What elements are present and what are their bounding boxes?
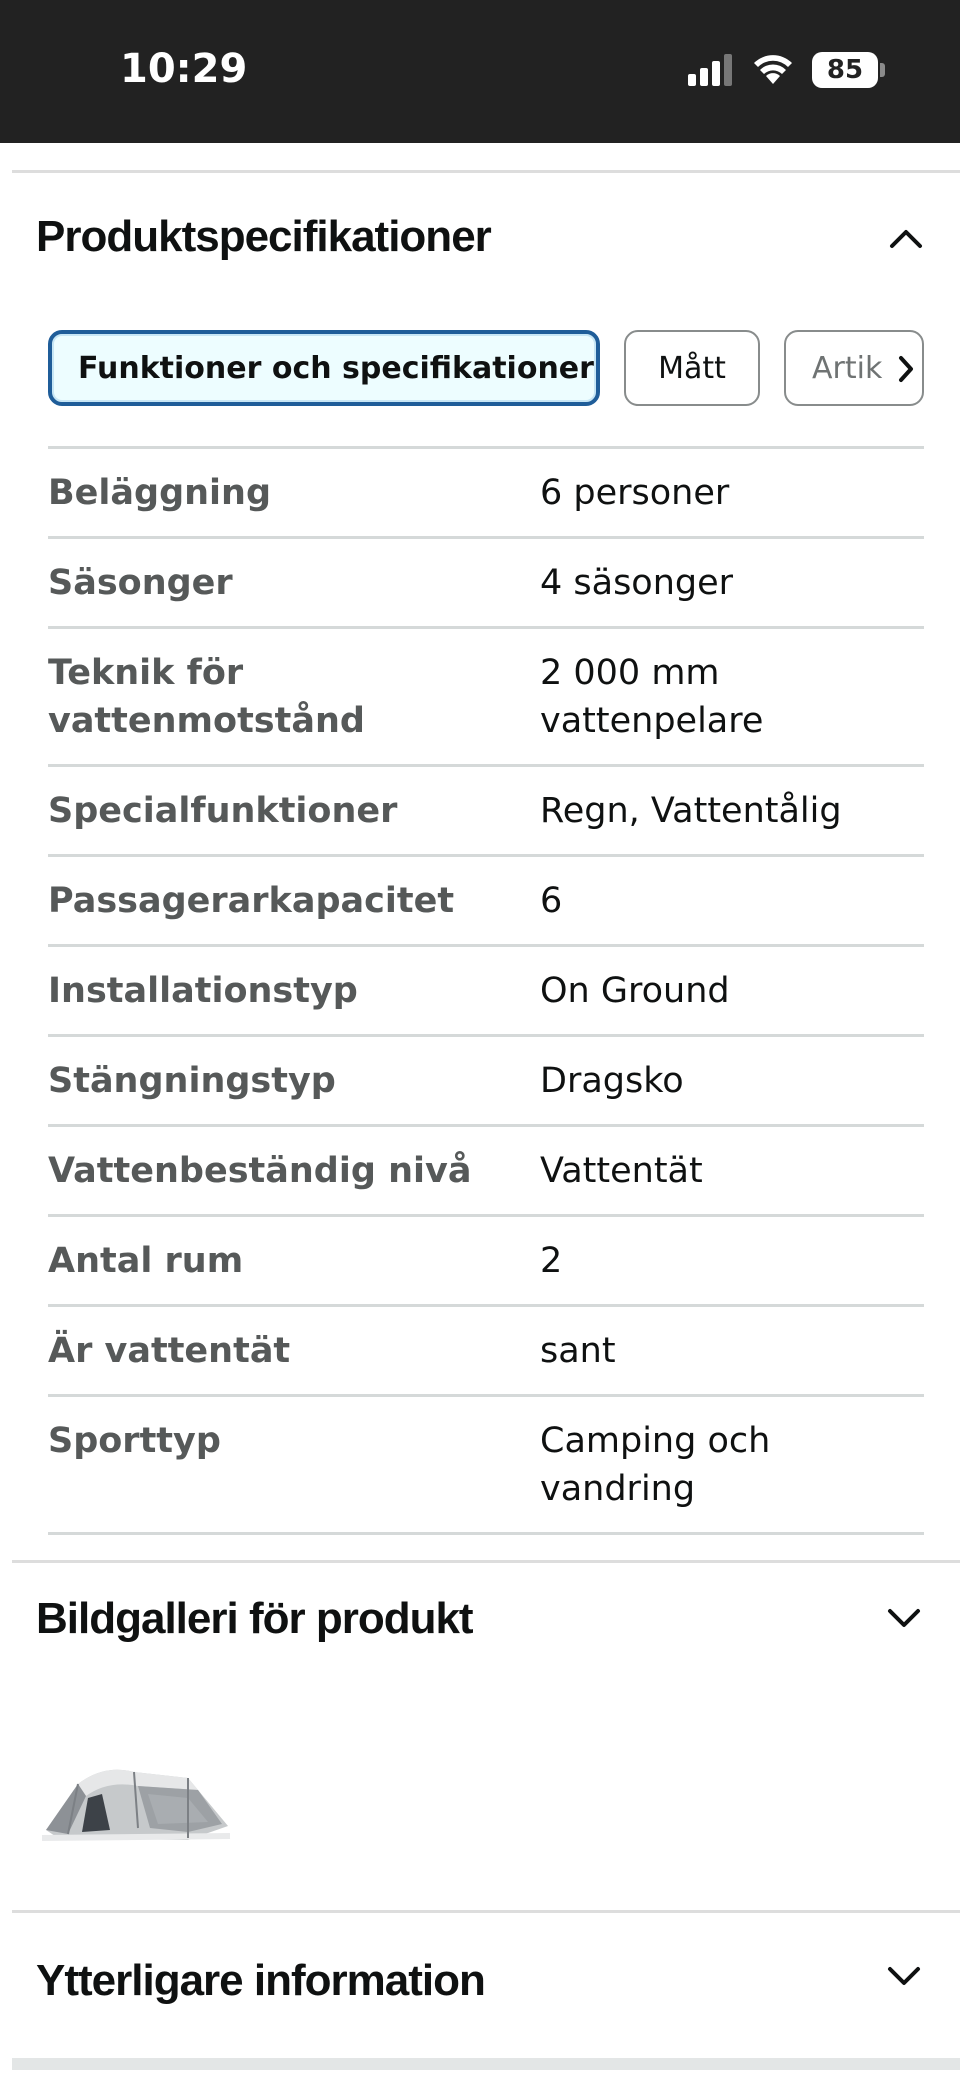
chevron-up-icon[interactable] [886, 218, 926, 258]
table-row [48, 854, 924, 944]
spec-label: Sporttyp [48, 1421, 221, 1461]
table-row [48, 1214, 924, 1304]
tab-features-specs[interactable]: Funktioner och specifikationer [48, 330, 600, 406]
chevron-down-icon[interactable] [884, 1598, 924, 1638]
chevron-right-icon[interactable] [892, 352, 920, 386]
section-divider [12, 1910, 960, 1913]
tab-dimensions[interactable]: Mått [624, 330, 760, 406]
chevron-down-icon[interactable] [884, 1956, 924, 1996]
bottom-divider [12, 2058, 960, 2070]
spec-value: Dragsko [540, 1061, 684, 1101]
tab-article[interactable]: Artik [784, 330, 924, 406]
spec-table [48, 446, 924, 1535]
spec-label: Teknik för vattenmotstånd [48, 653, 365, 741]
section-divider [12, 1560, 960, 1563]
spec-label: Säsonger [48, 563, 233, 603]
spec-label: Installationstyp [48, 971, 358, 1011]
spec-value: 6 [540, 881, 563, 921]
spec-value: On Ground [540, 971, 730, 1011]
table-row [48, 626, 924, 764]
battery-icon: 85 [812, 52, 878, 88]
spec-value: 2 [540, 1241, 563, 1281]
spec-label: Passagerarkapacitet [48, 881, 455, 921]
table-row [48, 1034, 924, 1124]
section-divider [12, 170, 960, 173]
table-row [48, 446, 924, 536]
spec-value: 4 säsonger [540, 563, 734, 603]
spec-value: 6 personer [540, 473, 730, 513]
spec-label: Beläggning [48, 473, 272, 513]
status-bar [0, 0, 960, 143]
wifi-icon [752, 50, 794, 86]
spec-label: Specialfunktioner [48, 791, 398, 831]
specs-section-title: Produktspecifikationer [36, 212, 491, 261]
spec-value: 2 000 mm vattenpelare [540, 653, 764, 741]
spec-label: Vattenbeständig nivå [48, 1151, 472, 1191]
spec-label: Stängningstyp [48, 1061, 336, 1101]
table-row [48, 1304, 924, 1394]
battery-tip [880, 63, 885, 77]
spec-label: Antal rum [48, 1241, 244, 1281]
spec-value: Camping och vandring [540, 1421, 771, 1509]
table-row [48, 764, 924, 854]
spec-value: Regn, Vattentålig [540, 791, 842, 831]
spec-value: Vattentät [540, 1151, 703, 1191]
tent-thumbnail[interactable] [38, 1728, 234, 1858]
spec-value: sant [540, 1331, 616, 1371]
more-info-section-title[interactable]: Ytterligare information [36, 1956, 485, 2005]
table-row [48, 1394, 924, 1535]
cellular-signal-icon [688, 54, 732, 86]
table-row [48, 536, 924, 626]
table-row [48, 1124, 924, 1214]
status-time: 10:29 [120, 46, 248, 92]
gallery-section-title[interactable]: Bildgalleri för produkt [36, 1594, 473, 1643]
spec-label: Är vattentät [48, 1331, 291, 1371]
table-row [48, 944, 924, 1034]
